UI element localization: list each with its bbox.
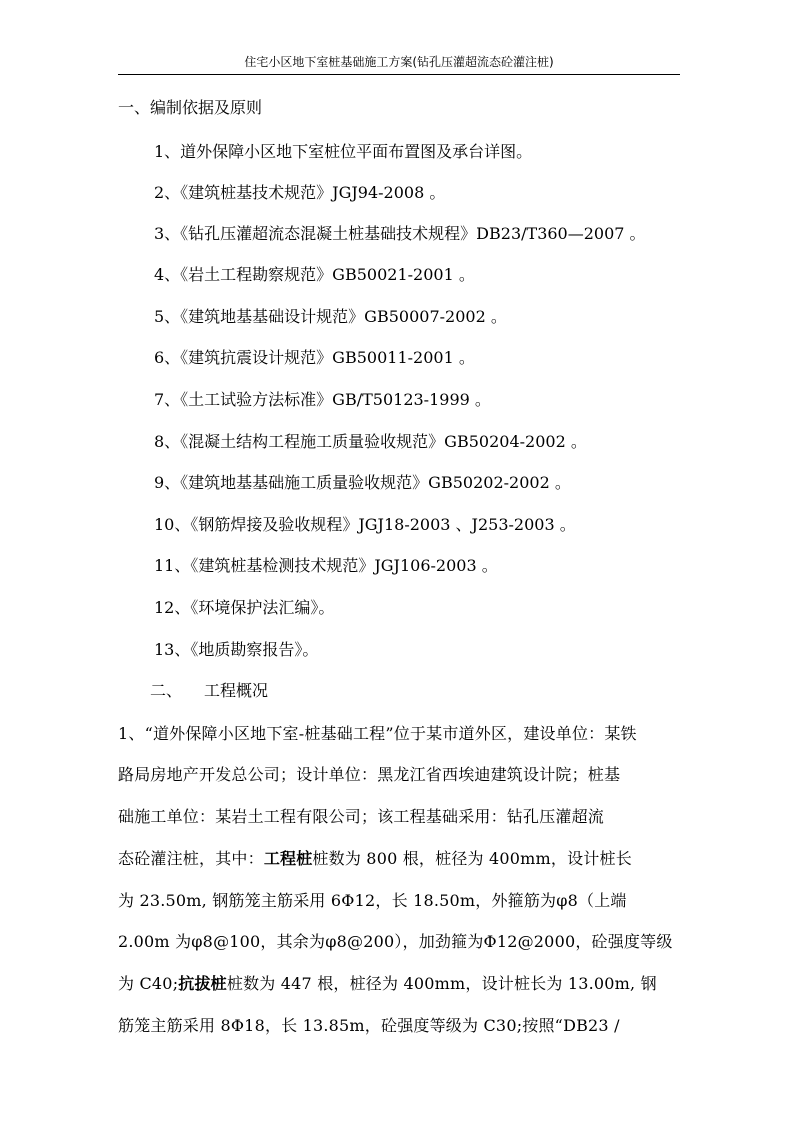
list-item: 11、《建筑桩基检测技术规范》JGJ106-2003 。 xyxy=(154,556,498,575)
section-heading-basis: 一、编制依据及原则 xyxy=(118,98,263,117)
list-item: 5、《建筑地基基础设计规范》GB50007-2002 。 xyxy=(154,307,507,326)
bold-term-uplift-pile: 抗拔桩 xyxy=(178,974,227,993)
paragraph-line: 为 23.50m, 钢筋笼主筋采用 6Φ12，长 18.50m，外箍筋为φ8（上端 xyxy=(118,891,627,910)
paragraph-line xyxy=(118,848,632,870)
list-item: 3、《钻孔压灌超流态混凝土桩基础技术规程》DB23/T360—2007 。 xyxy=(154,224,646,243)
text-run: 桩数为 447 根，桩径为 400mm，设计桩长为 13.00m, 钢 xyxy=(226,974,657,993)
list-item: 10、《钢筋焊接及验收规程》JGJ18-2003 、J253-2003 。 xyxy=(154,515,576,534)
list-item: 4、《岩土工程勘察规范》GB50021-2001 。 xyxy=(154,265,475,284)
list-item: 13、《地质勘察报告》。 xyxy=(154,640,319,659)
paragraph-line: 础施工单位：某岩土工程有限公司；该工程基础采用：钻孔压灌超流 xyxy=(118,807,605,826)
list-item: 8、《混凝土结构工程施工质量验收规范》GB50204-2002 。 xyxy=(154,432,587,451)
section-title: 工程概况 xyxy=(204,681,269,700)
list-item: 7、《土工试验方法标准》GB/T50123-1999 。 xyxy=(154,390,491,409)
list-item: 12、《环境保护法汇编》。 xyxy=(154,598,335,617)
section-heading-overview xyxy=(150,680,268,702)
list-item: 1、道外保障小区地下室桩位平面布置图及承台详图。 xyxy=(154,142,533,161)
paragraph-line xyxy=(118,973,657,995)
paragraph-line: 1、“道外保障小区地下室-桩基础工程”位于某市道外区，建设单位：某铁 xyxy=(118,724,637,743)
text-run: 为 C40; xyxy=(118,974,179,993)
section-number: 二、 xyxy=(150,681,183,700)
bold-term-engineering-pile: 工程桩 xyxy=(263,849,313,868)
text-run: 桩数为 800 根，桩径为 400mm，设计桩长 xyxy=(312,849,632,868)
list-item: 6、《建筑抗震设计规范》GB50011-2001 。 xyxy=(154,348,475,367)
paragraph-line: 2.00m 为φ8@100，其余为φ8@200），加劲箍为Φ12@2000，砼强度等级 xyxy=(118,932,673,951)
paragraph-line: 路局房地产开发总公司；设计单位：黑龙江省西埃迪建筑设计院；桩基 xyxy=(118,765,621,784)
list-item: 2、《建筑桩基技术规范》JGJ94-2008 。 xyxy=(154,183,446,202)
paragraph-line: 筋笼主筋采用 8Φ18，长 13.85m，砼强度等级为 C30;按照“DB23 / xyxy=(118,1016,620,1035)
text-run: 态砼灌注桩，其中： xyxy=(118,849,264,868)
list-item: 9、《建筑地基基础施工质量验收规范》GB50202-2002 。 xyxy=(154,473,571,492)
page-header: 住宅小区地下室桩基础施工方案(钻孔压灌超流态砼灌注桩) xyxy=(118,52,680,75)
